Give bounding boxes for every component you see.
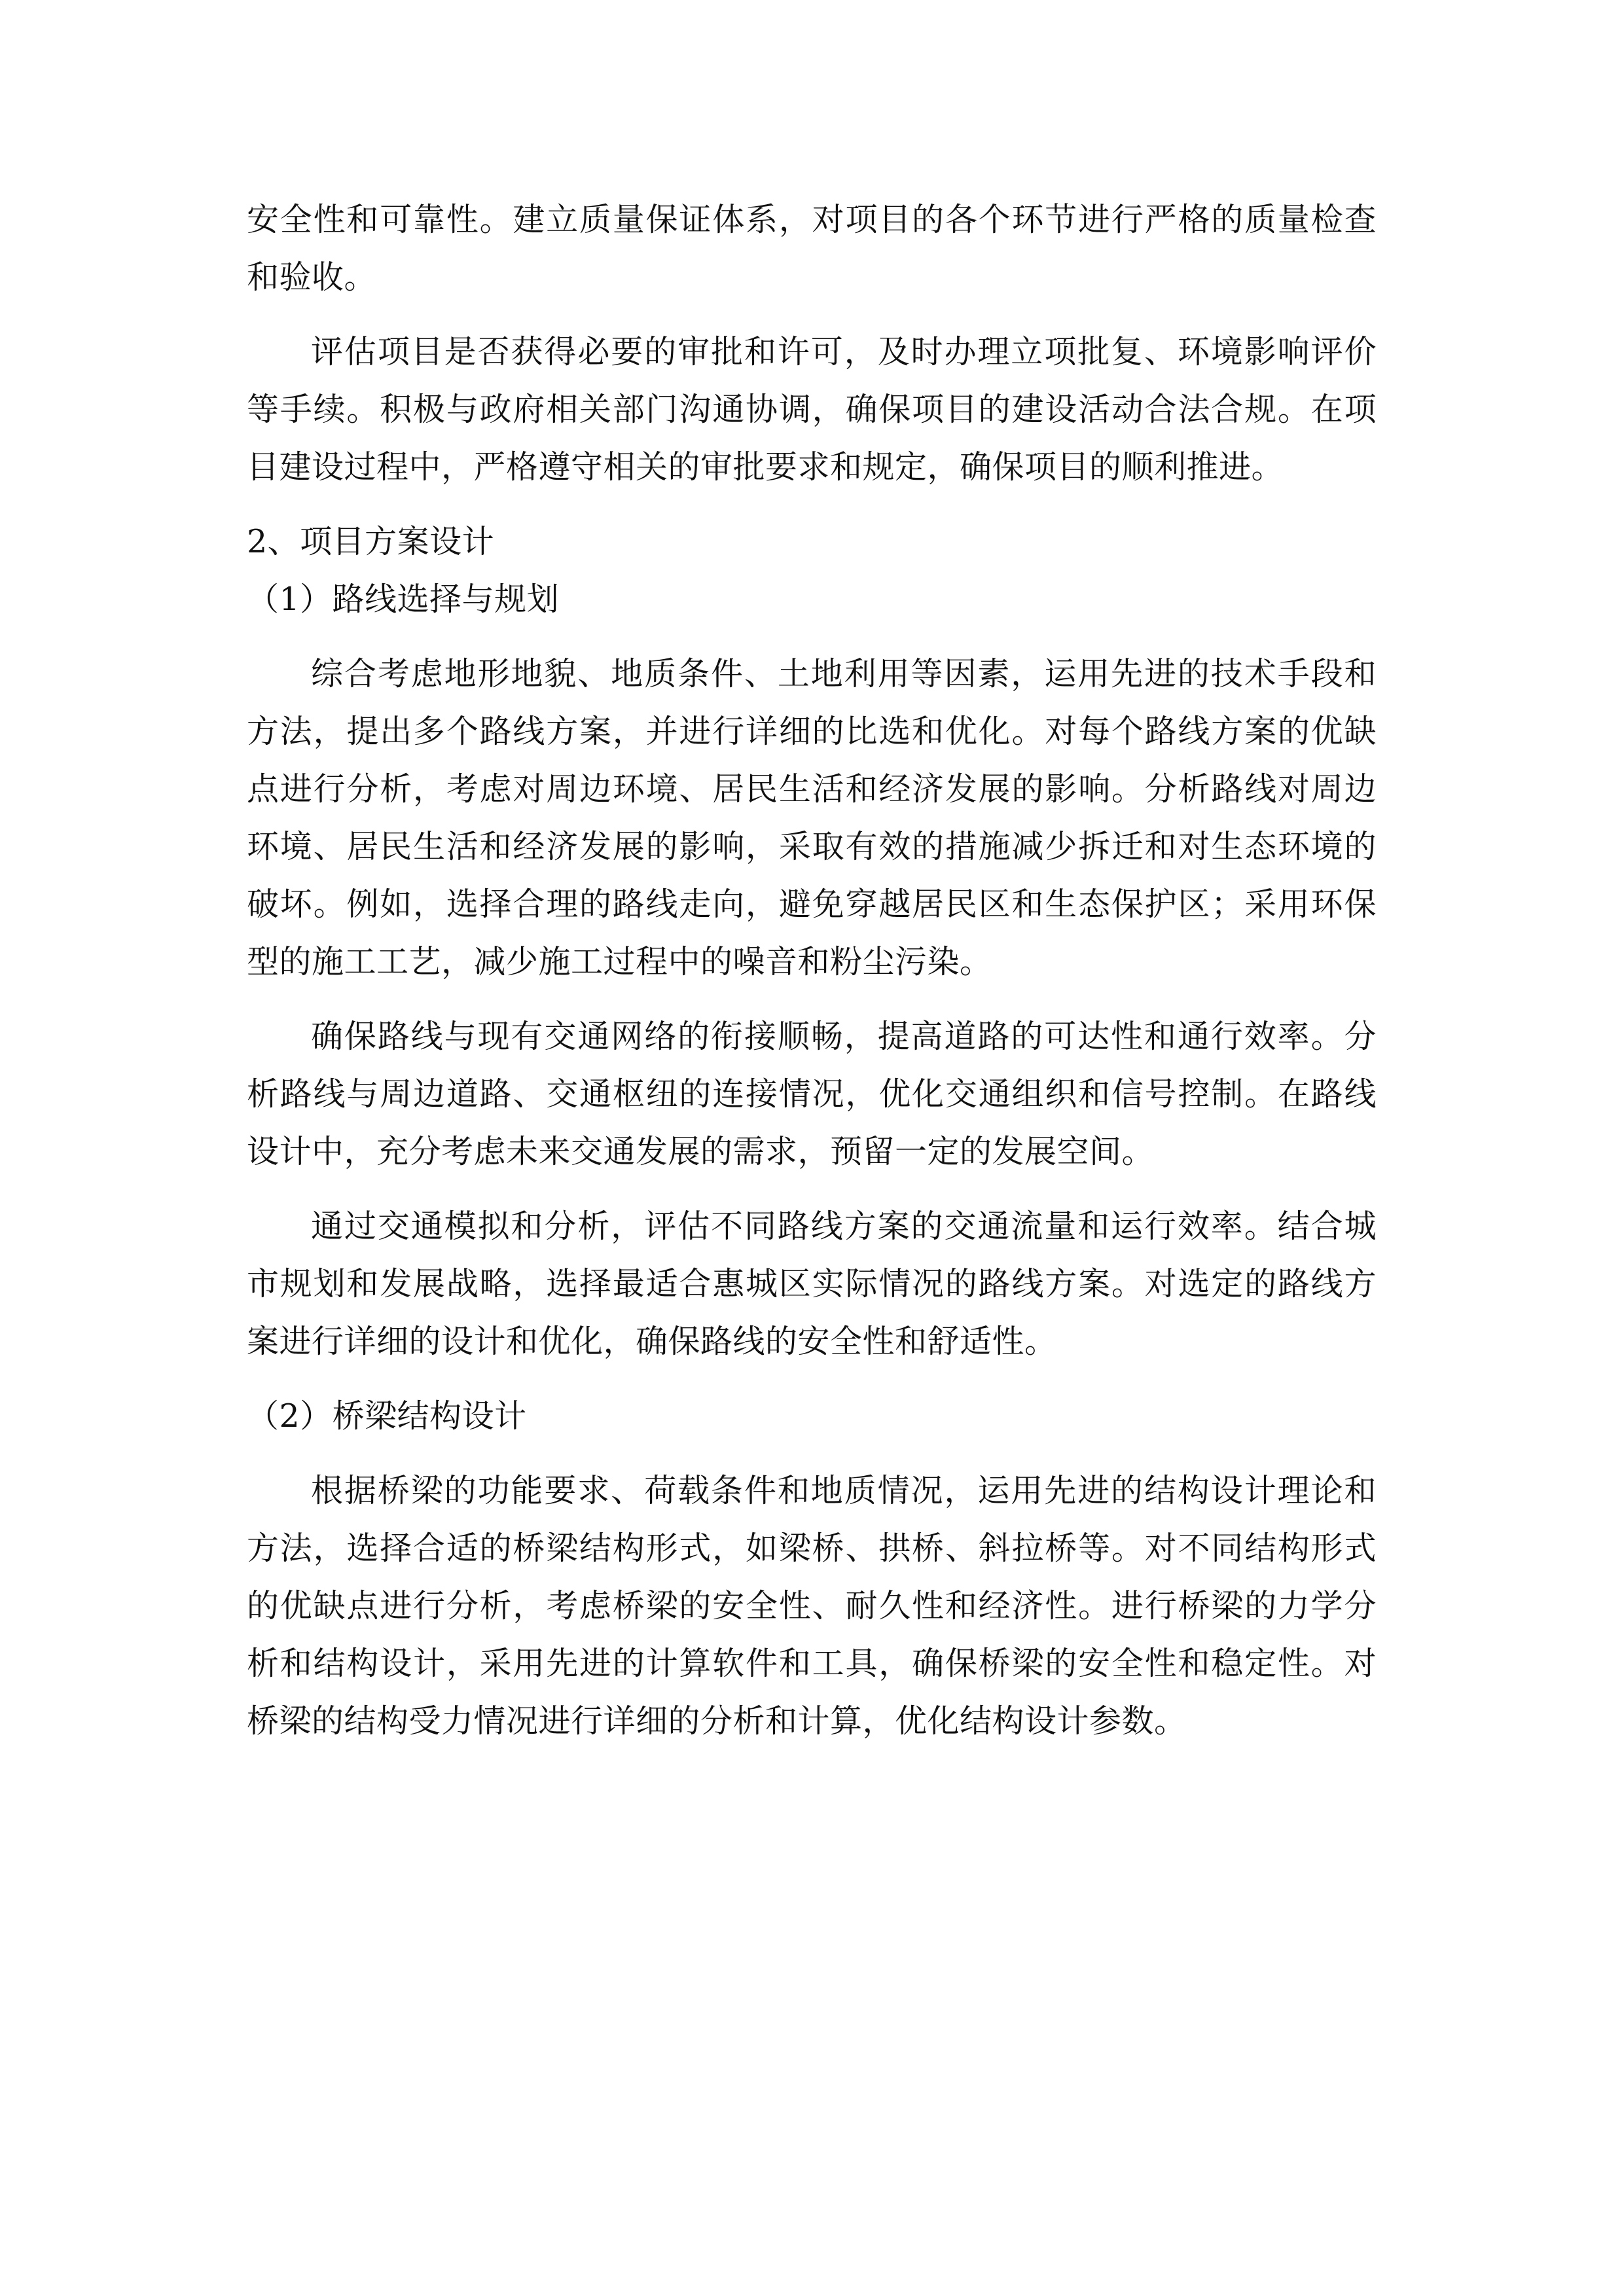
section-heading-project-design: 2、项目方案设计	[247, 523, 495, 560]
subsection-heading-route-planning: （1）路线选择与规划	[247, 581, 560, 618]
document-body	[247, 191, 1377, 1767]
paragraph-network-connection: 确保路线与现有交通网络的衔接顺畅，提高道路的可达性和通行效率。分析路线与周边道路、交通枢纽的连接情况，优化交通组织和信号控制。在路线设计中，充分考虑未来交通发展的需求，预留一定的发展空间。	[247, 1018, 1377, 1170]
paragraph-bridge-structure: 根据桥梁的功能要求、荷载条件和地质情况，运用先进的结构设计理论和方法，选择合适的桥梁结构形式，如梁桥、拱桥、斜拉桥等。对不同结构形式的优缺点进行分析，考虑桥梁的安全性、耐久性和经济性。进行桥梁的力学分析和结构设计，采用先进的计算软件和工具，确保桥梁的安全性和稳定性。对桥梁的结构受力情况进行详细的分析和计算，优化结构设计参数。	[247, 1472, 1377, 1740]
paragraph-approval-permits: 评估项目是否获得必要的审批和许可，及时办理立项批复、环境影响评价等手续。积极与政府相关部门沟通协调，确保项目的建设活动合法合规。在项目建设过程中，严格遵守相关的审批要求和规定，确保项目的顺利推进。	[247, 333, 1377, 486]
paragraph-traffic-simulation: 通过交通模拟和分析，评估不同路线方案的交通流量和运行效率。结合城市规划和发展战略，选择最适合惠城区实际情况的路线方案。对选定的路线方案进行详细的设计和优化，确保路线的安全性和舒适性。	[247, 1208, 1377, 1360]
paragraph-quality-assurance: 安全性和可靠性。建立质量保证体系，对项目的各个环节进行严格的质量检查和验收。	[247, 201, 1377, 296]
subsection-heading-bridge-design: （2）桥梁结构设计	[247, 1397, 527, 1435]
paragraph-route-options: 综合考虑地形地貌、地质条件、土地利用等因素，运用先进的技术手段和方法，提出多个路线方案，并进行详细的比选和优化。对每个路线方案的优缺点进行分析，考虑对周边环境、居民生活和经济发展的影响。分析路线对周边环境、居民生活和经济发展的影响，采取有效的措施减少拆迁和对生态环境的破坏。例如，选择合理的路线走向，避免穿越居民区和生态保护区；采用环保型的施工工艺，减少施工过程中的噪音和粉尘污染。	[247, 655, 1377, 980]
